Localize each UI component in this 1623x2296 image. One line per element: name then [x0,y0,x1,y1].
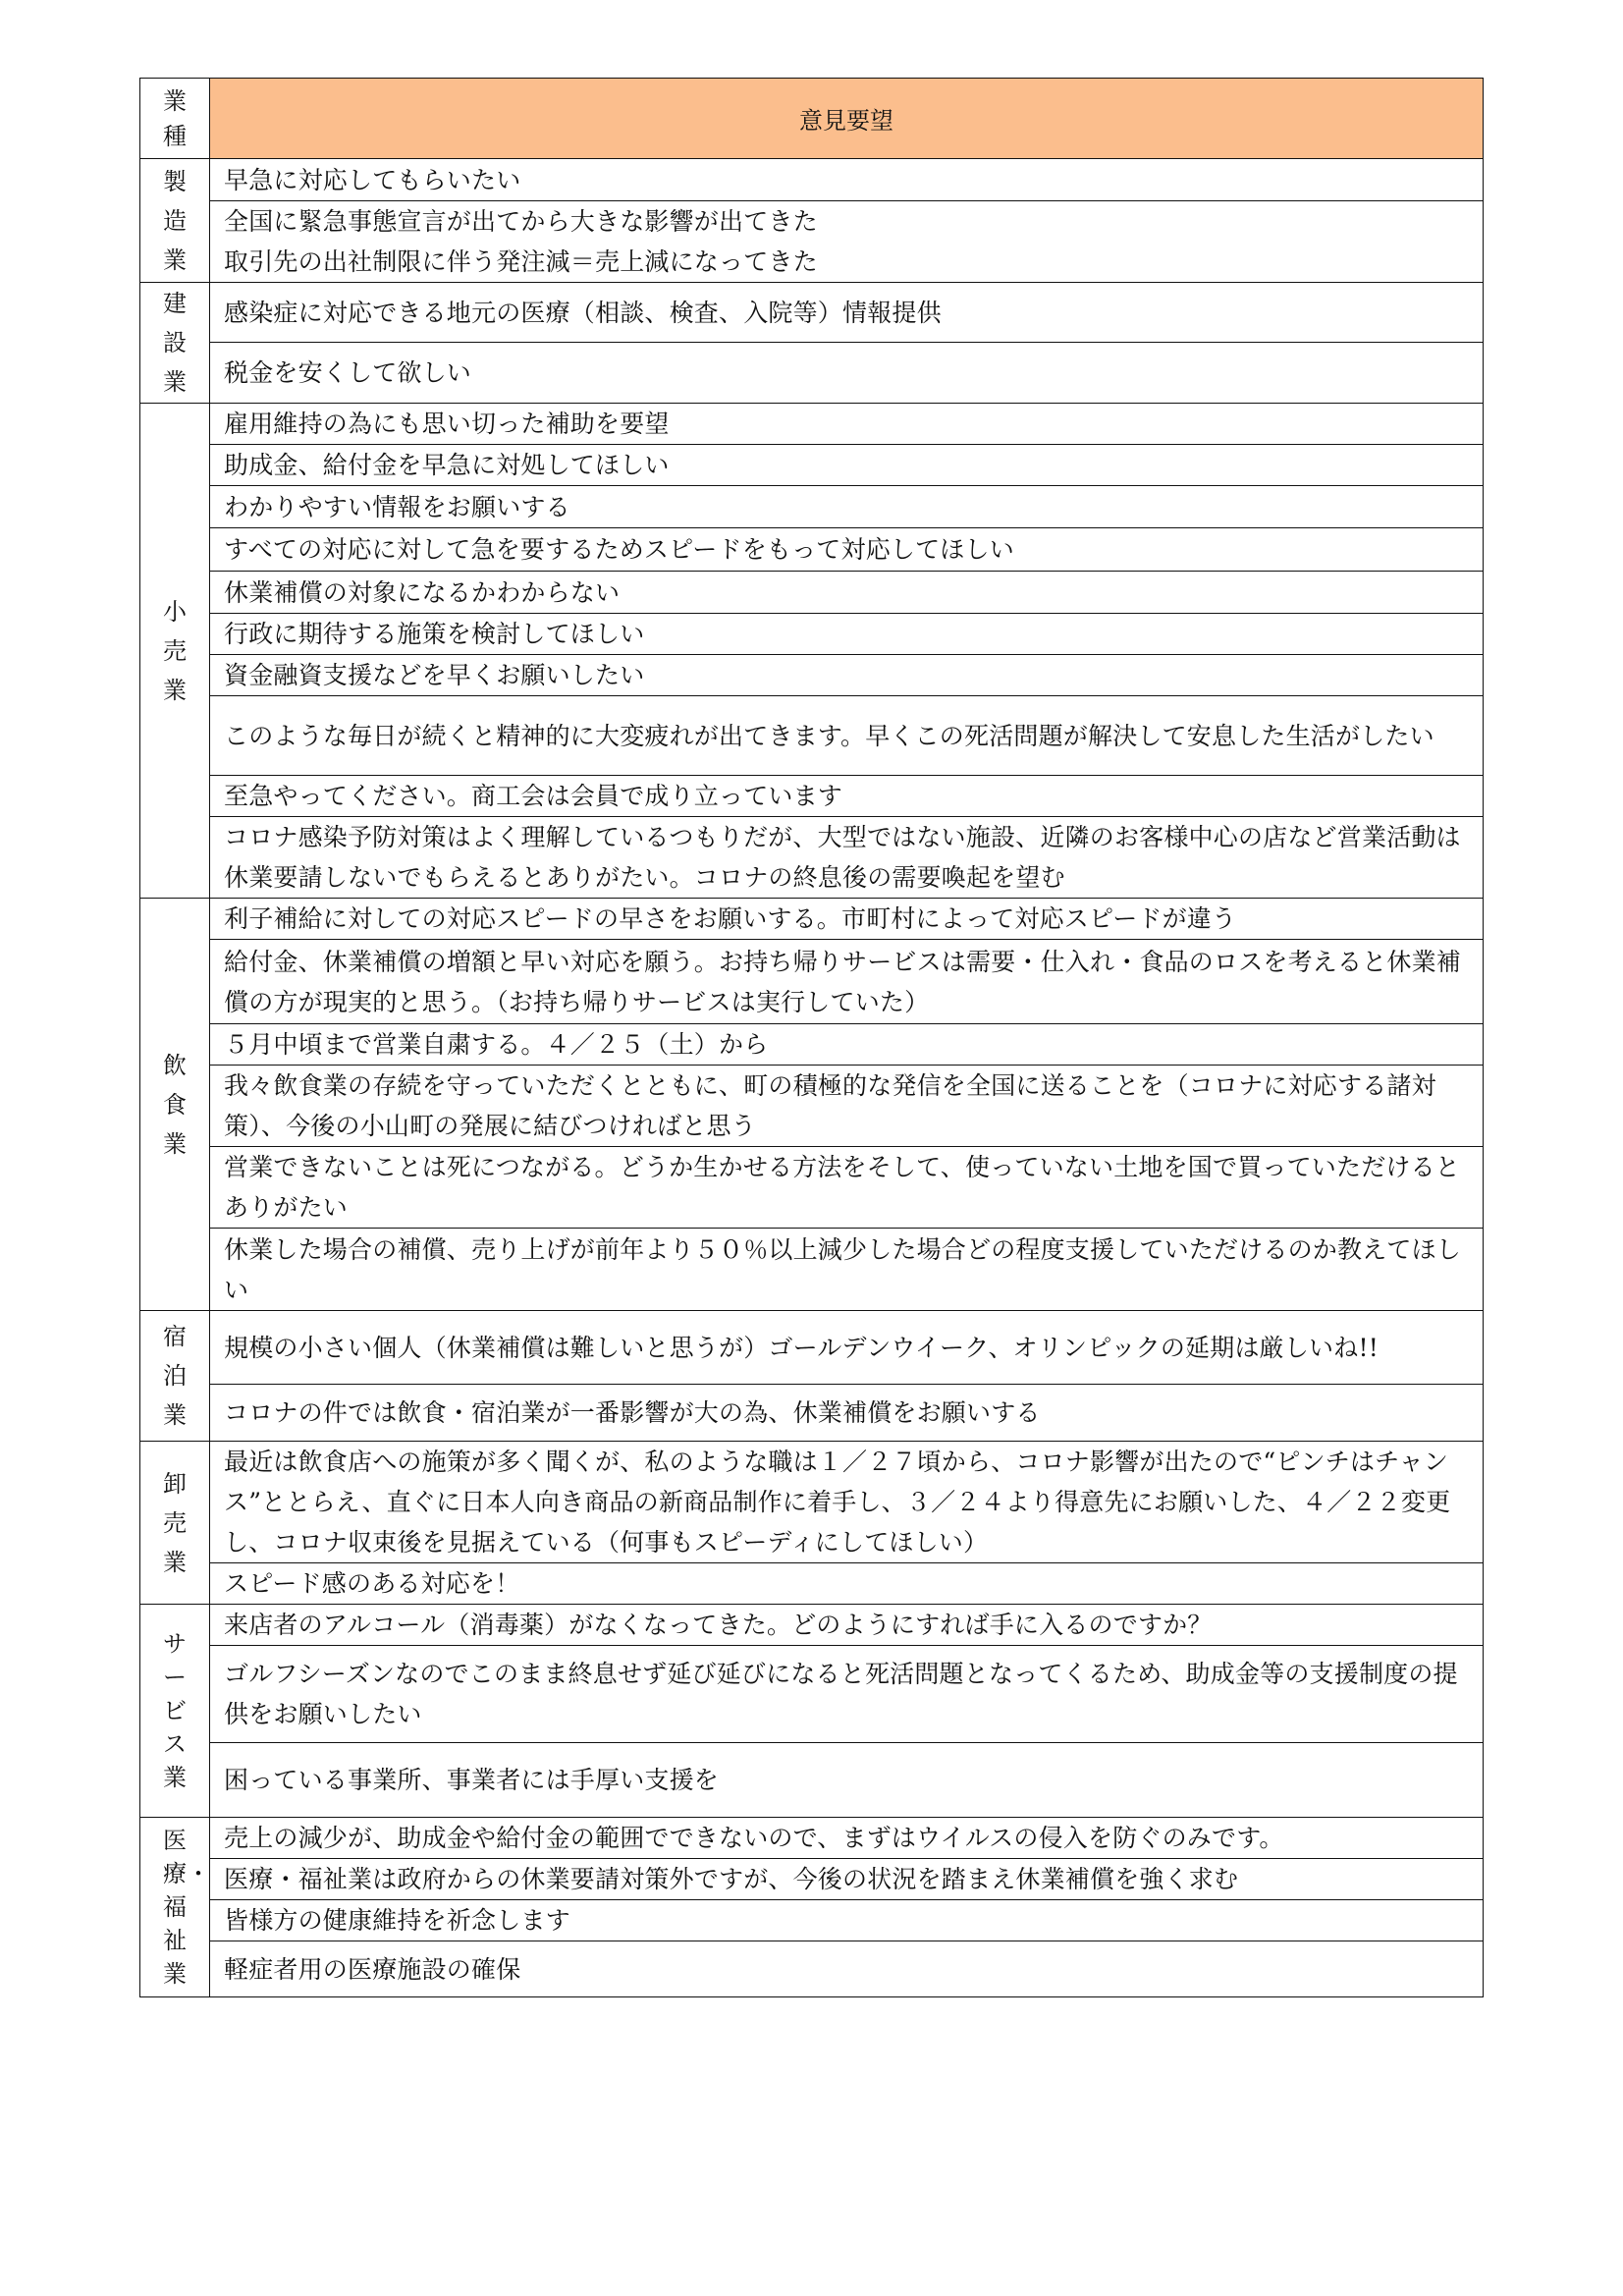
opinion-cell: ５月中頃まで営業自粛する。４／２５（土）から [210,1024,1484,1066]
table-row [140,776,1484,817]
opinion-cell: 至急やってください。商工会は会員で成り立っています [210,776,1484,817]
category-label: 建設業 [163,290,187,396]
table-row [140,572,1484,614]
table-row [140,655,1484,696]
table-row [140,1442,1484,1563]
header-opinions: 意見要望 [210,79,1484,159]
opinion-cell: 雇用維持の為にも思い切った補助を要望 [210,404,1484,445]
table-row [140,528,1484,572]
opinion-cell: 早急に対応してもらいたい [210,159,1484,201]
category-label: サービス業 [163,1630,187,1791]
category-cell [140,283,210,404]
category-label: 卸売業 [163,1469,187,1576]
opinion-cell: 全国に緊急事態宣言が出てから大きな影響が出てきた 取引先の出社制限に伴う発注減＝売上減になってきた [210,201,1484,283]
table-row [140,404,1484,445]
opinion-cell: 規模の小さい個人（休業補償は難しいと思うが）ゴールデンウイーク、オリンピックの延期は厳しいね!! [210,1311,1484,1385]
opinion-cell: 困っている事業所、事業者には手厚い支援を [210,1743,1484,1818]
category-label: 小売業 [163,597,187,704]
category-label: 宿泊業 [163,1323,187,1429]
table-row [140,1563,1484,1605]
table-row [140,1900,1484,1941]
table-row [140,1147,1484,1229]
opinion-cell: わかりやすい情報をお願いする [210,486,1484,528]
opinion-cell: コロナ感染予防対策はよく理解しているつもりだが、大型ではない施設、近隣のお客様中心の店など営業活動は休業要請しないでもらえるとありがたい。コロナの終息後の需要喚起を望む [210,817,1484,899]
opinion-cell: 休業した場合の補償、売り上げが前年より５０％以上減少した場合どの程度支援していただけるのか教えてほしい [210,1229,1484,1311]
category-label: 飲食業 [163,1051,187,1158]
category-cell [140,899,210,1311]
category-cell [140,1311,210,1442]
opinion-cell: 給付金、休業補償の増額と早い対応を願う。お持ち帰りサービスは需要・仕入れ・食品のロスを考えると休業補償の方が現実的と思う。（お持ち帰りサービスは実行していた） [210,940,1484,1024]
table-row [140,1646,1484,1743]
table-row [140,696,1484,776]
table-row [140,940,1484,1024]
table-row [140,614,1484,655]
opinion-cell: スピード感のある対応を！ [210,1563,1484,1605]
table-header-row [140,79,1484,159]
opinion-cell: 軽症者用の医療施設の確保 [210,1941,1484,1997]
table-row [140,817,1484,899]
category-cell [140,159,210,283]
table-row [140,201,1484,283]
table-row [140,1311,1484,1385]
table-row [140,1066,1484,1147]
opinion-cell: 最近は飲食店への施策が多く聞くが、私のような職は１／２７頃から、コロナ影響が出たので“ピンチはチャンス”ととらえ、直ぐに日本人向き商品の新商品制作に着手し、３／２４より得意先にお願いした、４／２２変更し、コロナ収束後を見据えている（何事もスピーディにしてほしい） [210,1442,1484,1563]
opinion-cell: 我々飲食業の存続を守っていただくとともに、町の積極的な発信を全国に送ることを（コロナに対応する諸対策）、今後の小山町の発展に結びつければと思う [210,1066,1484,1147]
opinion-cell: 税金を安くして欲しい [210,343,1484,404]
category-label: 製造業 [163,167,187,274]
table-row [140,486,1484,528]
opinion-cell: 皆様方の健康維持を祈念します [210,1900,1484,1941]
opinion-cell: すべての対応に対して急を要するためスピードをもって対応してほしい [210,528,1484,572]
opinion-cell: このような毎日が続くと精神的に大変疲れが出てきます。早くこの死活問題が解決して安息した生活がしたい [210,696,1484,776]
table-row [140,1605,1484,1646]
opinion-cell: 医療・福祉業は政府からの休業要請対策外ですが、今後の状況を踏まえ休業補償を強く求む [210,1859,1484,1900]
table-row [140,899,1484,940]
table-body [140,159,1484,1997]
table-row [140,1743,1484,1818]
table-row [140,343,1484,404]
opinion-cell: コロナの件では飲食・宿泊業が一番影響が大の為、休業補償をお願いする [210,1385,1484,1442]
opinion-cell: 来店者のアルコール（消毒薬）がなくなってきた。どのようにすれば手に入るのですか？ [210,1605,1484,1646]
table-row [140,1229,1484,1311]
table-row [140,1024,1484,1066]
opinion-cell: 休業補償の対象になるかわからない [210,572,1484,614]
header-category [140,79,210,159]
opinions-table [139,78,1484,1997]
table-row [140,1859,1484,1900]
category-cell [140,1442,210,1605]
category-label: 医療・福祉業 [163,1827,210,1988]
opinion-cell: ゴルフシーズンなのでこのまま終息せず延び延びになると死活問題となってくるため、助成金等の支援制度の提供をお願いしたい [210,1646,1484,1743]
opinion-cell: 売上の減少が、助成金や給付金の範囲でできないので、まずはウイルスの侵入を防ぐのみです。 [210,1818,1484,1859]
opinion-cell: 助成金、給付金を早急に対処してほしい [210,445,1484,486]
category-cell [140,1818,210,1997]
header-category-label: 業種 [163,86,187,150]
table-row [140,159,1484,201]
category-cell [140,404,210,899]
opinion-cell: 資金融資支援などを早くお願いしたい [210,655,1484,696]
opinion-cell: 利子補給に対しての対応スピードの早さをお願いする。市町村によって対応スピードが違う [210,899,1484,940]
opinion-cell: 営業できないことは死につながる。どうか生かせる方法をそして、使っていない土地を国で買っていただけるとありがたい [210,1147,1484,1229]
category-cell [140,1605,210,1818]
opinion-cell: 行政に期待する施策を検討してほしい [210,614,1484,655]
opinion-cell: 感染症に対応できる地元の医療（相談、検査、入院等）情報提供 [210,283,1484,343]
table-row [140,1818,1484,1859]
table-row [140,1941,1484,1997]
table-row [140,445,1484,486]
table-row [140,1385,1484,1442]
table-row [140,283,1484,343]
